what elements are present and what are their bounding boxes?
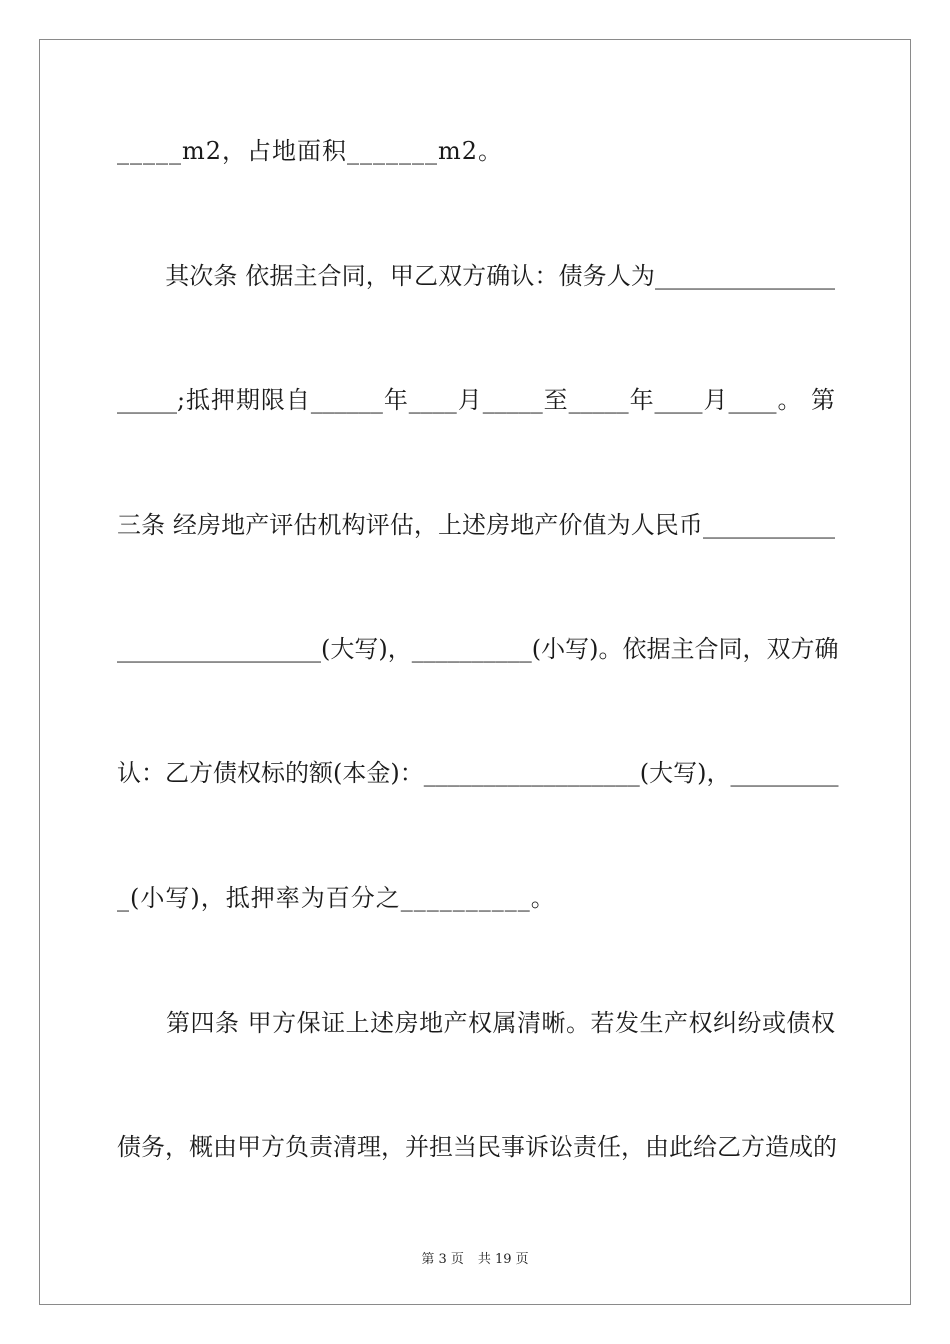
contract-line-6: 认：乙方债权标的额(本金)：__________________(大写)，_________ xyxy=(117,759,839,787)
page-frame xyxy=(39,39,911,1305)
contract-line-2: 其次条 依据主合同，甲乙双方确认：债务人为_______________ xyxy=(117,262,835,290)
contract-line-4: 三条 经房地产评估机构评估，上述房地产价值为人民币___________ xyxy=(117,511,835,539)
page-footer xyxy=(0,1248,950,1267)
contract-line-3: _____;抵押期限自______年____月_____至_____年____月____。 第 xyxy=(117,386,835,414)
page-number: 第 3 页 xyxy=(421,1252,464,1267)
contract-line-7: _(小写)，抵押率为百分之__________。 xyxy=(117,884,556,912)
contract-line-9: 债务，概由甲方负责清理，并担当民事诉讼责任，由此给乙方造成的 xyxy=(117,1133,837,1161)
contract-line-5: _________________(大写)，__________(小写)。依据主合同，双方确 xyxy=(117,635,839,663)
page-total: 共 19 页 xyxy=(477,1252,529,1267)
contract-line-1: _____m2，占地面积_______m2。 xyxy=(117,137,504,165)
contract-line-8: 第四条 甲方保证上述房地产权属清晰。若发生产权纠纷或债权 xyxy=(117,1009,835,1037)
